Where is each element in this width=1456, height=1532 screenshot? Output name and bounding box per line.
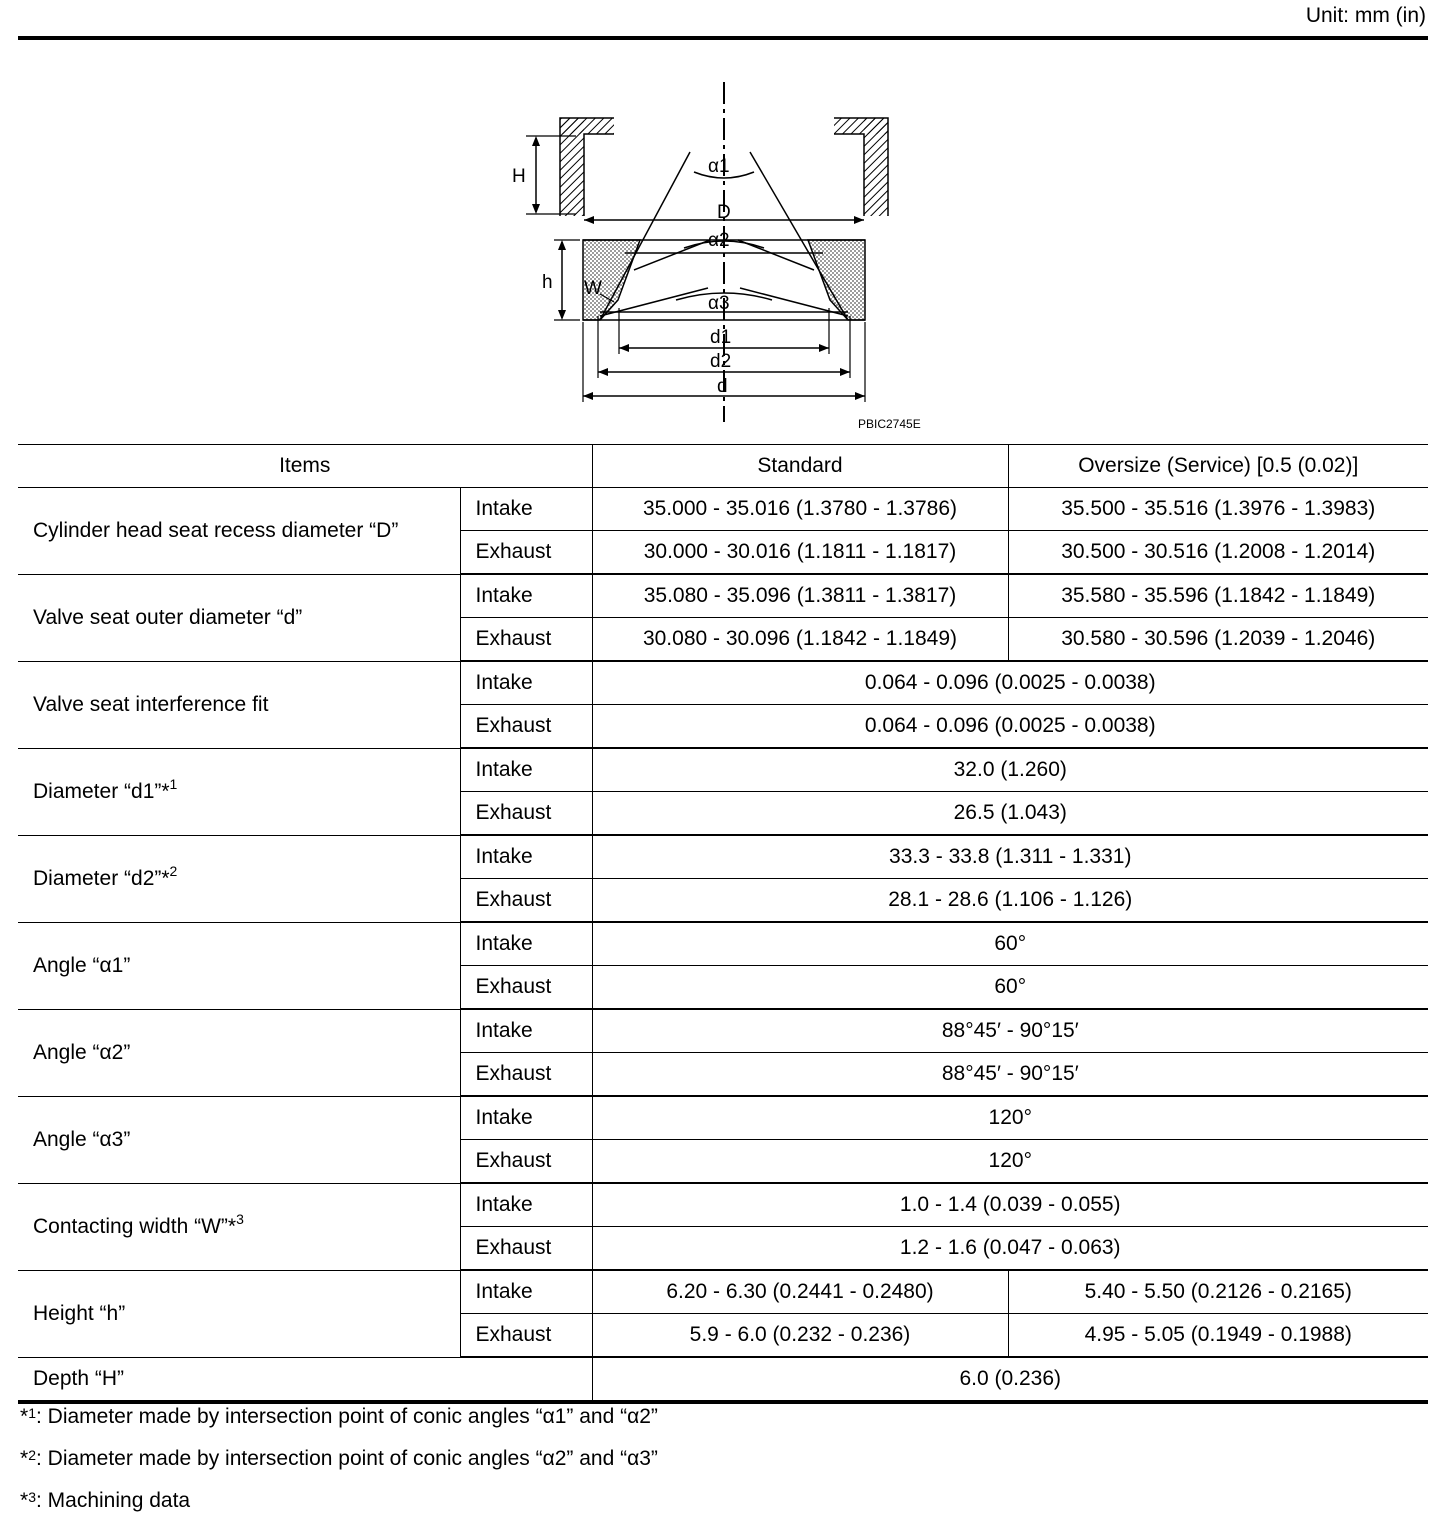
row-label: Valve seat outer diameter “d” (18, 574, 460, 661)
footnote-text: : Diameter made by intersection point of conic angles “α2” and “α3” (35, 1447, 658, 1470)
table-row (18, 661, 1428, 705)
intake-label: Intake (460, 1183, 592, 1227)
cell-value: 60° (592, 966, 1428, 1010)
unit-label: Unit: mm (in) (1305, 4, 1426, 27)
exhaust-label: Exhaust (460, 966, 592, 1010)
row-label-text: Contacting width “W”* (33, 1214, 237, 1238)
label-D: D (717, 202, 731, 223)
table-row (18, 1183, 1428, 1227)
cell-value: 5.9 - 6.0 (0.232 - 0.236) (592, 1314, 1008, 1358)
label-d2: d2 (710, 351, 732, 372)
row-label: Cylinder head seat recess diameter “D” (18, 488, 460, 575)
exhaust-label: Exhaust (460, 879, 592, 923)
footnote-number: 1 (28, 1405, 36, 1421)
label-d: d (717, 376, 728, 397)
table-row (18, 1357, 1428, 1402)
label-h: h (542, 272, 553, 293)
cell-value: 35.080 - 35.096 (1.3811 - 1.3817) (592, 574, 1008, 618)
intake-label: Intake (460, 661, 592, 705)
cell-value: 1.0 - 1.4 (0.039 - 0.055) (592, 1183, 1428, 1227)
figure-code: PBIC2745E (858, 417, 921, 431)
footnote-number: 2 (28, 1447, 36, 1463)
cell-value: 30.580 - 30.596 (1.2039 - 1.2046) (1008, 618, 1428, 662)
intake-label: Intake (460, 1270, 592, 1314)
row-label: Angle “α2” (18, 1009, 460, 1096)
footnote-mark: 2 (169, 862, 178, 879)
row-label (18, 1183, 460, 1270)
label-alpha3: α3 (708, 293, 730, 314)
exhaust-label: Exhaust (460, 1314, 592, 1358)
cell-value: 60° (592, 922, 1428, 966)
row-label: Angle “α1” (18, 922, 460, 1009)
footnote-star: * (20, 1447, 29, 1470)
exhaust-label: Exhaust (460, 1140, 592, 1184)
table-row (18, 574, 1428, 618)
cell-value: 88°45′ - 90°15′ (592, 1053, 1428, 1097)
label-alpha2: α2 (708, 230, 730, 251)
intake-label: Intake (460, 1096, 592, 1140)
intake-label: Intake (460, 748, 592, 792)
footnote-star: * (20, 1489, 29, 1512)
cell-value: 30.500 - 30.516 (1.2008 - 1.2014) (1008, 531, 1428, 575)
table-row (18, 1096, 1428, 1140)
cell-value: 6.0 (0.236) (592, 1357, 1428, 1402)
cell-value: 88°45′ - 90°15′ (592, 1009, 1428, 1053)
cell-value: 28.1 - 28.6 (1.106 - 1.126) (592, 879, 1428, 923)
row-label: Valve seat interference fit (18, 661, 460, 748)
intake-label: Intake (460, 835, 592, 879)
footnote-star: * (20, 1405, 29, 1428)
row-label-text: Diameter “d2”* (33, 866, 170, 890)
cell-value: 0.064 - 0.096 (0.0025 - 0.0038) (592, 661, 1428, 705)
exhaust-label: Exhaust (460, 531, 592, 575)
intake-label: Intake (460, 1009, 592, 1053)
exhaust-label: Exhaust (460, 705, 592, 749)
cell-value: 26.5 (1.043) (592, 792, 1428, 836)
label-d1: d1 (710, 327, 732, 348)
footnote-mark: 3 (236, 1210, 244, 1227)
footnote-number: 3 (28, 1489, 36, 1505)
footnotes (20, 1402, 658, 1528)
cell-value: 120° (592, 1140, 1428, 1184)
row-label (18, 748, 460, 835)
cell-value: 35.000 - 35.016 (1.3780 - 1.3786) (592, 488, 1008, 531)
valve-seat-spec-table (18, 444, 1428, 1404)
valve-seat-diagram (480, 80, 960, 440)
table-row (18, 835, 1428, 879)
cell-value: 0.064 - 0.096 (0.0025 - 0.0038) (592, 705, 1428, 749)
footnote (20, 1444, 658, 1486)
footnote-text: : Machining data (35, 1489, 191, 1512)
cell-value: 1.2 - 1.6 (0.047 - 0.063) (592, 1227, 1428, 1271)
cell-value: 35.580 - 35.596 (1.1842 - 1.1849) (1008, 574, 1428, 618)
table-row (18, 748, 1428, 792)
intake-label: Intake (460, 922, 592, 966)
label-alpha1: α1 (708, 156, 730, 177)
header-items: Items (18, 445, 592, 488)
cell-value: 30.080 - 30.096 (1.1842 - 1.1849) (592, 618, 1008, 662)
exhaust-label: Exhaust (460, 1053, 592, 1097)
cell-value: 4.95 - 5.05 (0.1949 - 0.1988) (1008, 1314, 1428, 1358)
footnote (20, 1486, 658, 1528)
row-label (18, 835, 460, 922)
row-label: Depth “H” (18, 1357, 592, 1402)
table-row (18, 1270, 1428, 1314)
intake-label: Intake (460, 488, 592, 531)
cell-value: 5.40 - 5.50 (0.2126 - 0.2165) (1008, 1270, 1428, 1314)
header-oversize: Oversize (Service) [0.5 (0.02)] (1008, 445, 1428, 488)
exhaust-label: Exhaust (460, 792, 592, 836)
table-row (18, 922, 1428, 966)
row-label: Angle “α3” (18, 1096, 460, 1183)
label-H: H (512, 166, 526, 187)
cell-value: 120° (592, 1096, 1428, 1140)
cell-value: 6.20 - 6.30 (0.2441 - 0.2480) (592, 1270, 1008, 1314)
cell-value: 33.3 - 33.8 (1.311 - 1.331) (592, 835, 1428, 879)
row-label-text: Diameter “d1”* (33, 779, 170, 803)
cell-value: 35.500 - 35.516 (1.3976 - 1.3983) (1008, 488, 1428, 531)
exhaust-label: Exhaust (460, 618, 592, 662)
table-row (18, 488, 1428, 531)
row-label: Height “h” (18, 1270, 460, 1357)
cell-value: 32.0 (1.260) (592, 748, 1428, 792)
label-W: W (584, 278, 602, 299)
intake-label: Intake (460, 574, 592, 618)
footnote (20, 1402, 658, 1444)
table-header-row (18, 445, 1428, 488)
cell-value: 30.000 - 30.016 (1.1811 - 1.1817) (592, 531, 1008, 575)
top-rule (18, 36, 1428, 40)
cylinder-head-left (560, 118, 614, 216)
cylinder-head-right (834, 118, 888, 216)
footnote-text: : Diameter made by intersection point of conic angles “α1” and “α2” (35, 1405, 658, 1428)
footnote-mark: 1 (169, 775, 178, 792)
header-standard: Standard (592, 445, 1008, 488)
table-row (18, 1009, 1428, 1053)
exhaust-label: Exhaust (460, 1227, 592, 1271)
